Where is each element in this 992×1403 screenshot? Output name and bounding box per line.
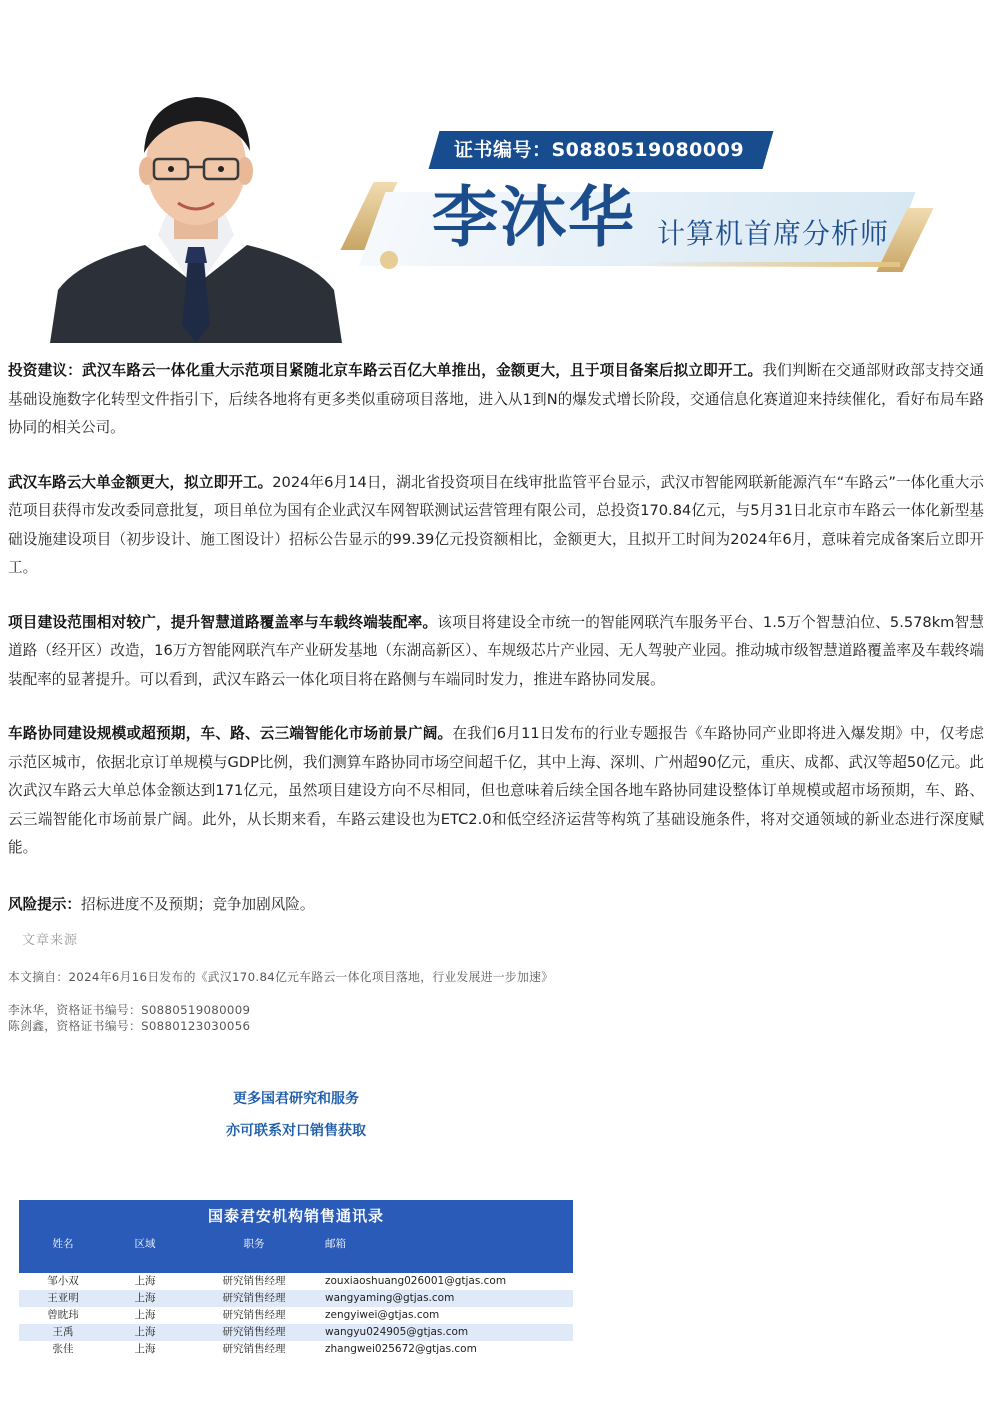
directory-columns: [19, 1236, 573, 1251]
analyst-name: 李沐华: [432, 179, 636, 256]
cell-region: 上海: [134, 1309, 156, 1321]
table-row: [19, 1273, 573, 1290]
sales-directory: [19, 1200, 573, 1355]
paragraph-text: 2024年6月14日，湖北省投资项目在线审批监管平台显示，武汉市智能网联新能源汽车“车路云”一体化重大示范项目获得市发改委同意批复，项目单位为国有企业武汉车网智联测试运营管理有限公司，总投资170.84亿元，与5月31日北京市车路云一体化新型基础设施建设项目（初步设计、施工图设计）招标公告显示的99.39亿元投资额相比，金额更大，且拟开工时间为2024年6月，意味着完成备案后立即开工。: [8, 473, 984, 576]
paragraph-lead: 投资建议：武汉车路云一体化重大示范项目紧随北京车路云百亿大单推出，金额更大，且于项目备案后拟立即开工。: [8, 362, 763, 379]
contact-line-2: 亦可联系对口销售获取: [226, 1123, 366, 1139]
cell-role: 研究销售经理: [222, 1343, 286, 1355]
cell-region: 上海: [134, 1275, 156, 1287]
cell-role: 研究销售经理: [222, 1326, 286, 1338]
source-author-2: 陈剑鑫，资格证书编号：S0880123030056: [8, 1019, 251, 1033]
cell-region: 上海: [134, 1326, 156, 1338]
source-author-1: 李沐华，资格证书编号：S0880519080009: [8, 1003, 251, 1017]
risk-warning: [8, 891, 984, 920]
cell-region: 上海: [134, 1292, 156, 1304]
paragraph-lead: 车路协同建设规模或超预期，车、路、云三端智能化市场前景广阔。: [8, 725, 453, 742]
paragraph-project-scope: [8, 609, 984, 695]
cell-name: 邹小双: [47, 1275, 79, 1287]
analyst-banner: [0, 0, 992, 345]
paragraph-investment-advice: [8, 357, 984, 443]
cell-email[interactable]: zhangwei025672@gtjas.com: [325, 1343, 477, 1355]
cell-name: 曾眈玮: [47, 1309, 79, 1321]
paragraph-wuhan-order: [8, 469, 984, 583]
cell-role: 研究销售经理: [222, 1275, 286, 1287]
cell-region: 上海: [134, 1343, 156, 1355]
column-header: 职务: [243, 1238, 265, 1250]
article-body: [8, 357, 984, 919]
table-row: [19, 1290, 573, 1307]
cell-email[interactable]: zouxiaoshuang026001@gtjas.com: [325, 1275, 507, 1287]
risk-lead: 风险提示：: [8, 895, 81, 913]
gold-dot: [380, 251, 398, 269]
directory-title: 国泰君安机构销售通讯录: [207, 1207, 384, 1225]
cell-email[interactable]: wangyaming@gtjas.com: [325, 1292, 455, 1304]
cell-name: 王亚明: [47, 1292, 79, 1304]
column-header: 邮箱: [325, 1238, 346, 1250]
directory-header: [19, 1200, 573, 1273]
cell-name: 王禹: [52, 1326, 74, 1338]
cell-name: 张佳: [52, 1343, 74, 1355]
analyst-portrait: [50, 85, 342, 343]
paragraph-lead: 武汉车路云大单金额更大，拟立即开工。: [8, 473, 273, 491]
source-excerpt: 本文摘自：2024年6月16日发布的《武汉170.84亿元车路云一体化项目落地，行业发展进一步加速》: [8, 970, 554, 984]
contact-line-1: 更多国君研究和服务: [233, 1091, 359, 1107]
risk-text: 招标进度不及预期；竞争加剧风险。: [80, 895, 315, 913]
cell-role: 研究销售经理: [222, 1309, 286, 1321]
cell-role: 研究销售经理: [222, 1292, 286, 1304]
table-row: [19, 1341, 573, 1358]
paragraph-text: 我们判断在交通部财政部支持交通基础设施数字化转型文件指引下，后续各地将有更多类似重磅项目落地，进入从1到N的爆发式增长阶段，交通信息化赛道迎来持续催化，看好布局车路协同的相关公司。: [8, 362, 984, 436]
cell-email[interactable]: zengyiwei@gtjas.com: [325, 1309, 440, 1321]
paragraph-text: 该项目将建设全市统一的智能网联汽车服务平台、1.5万个智慧泊位、5.578km智慧道路（经开区）改造，16万方智能网联汽车产业研发基地（东湖高新区）、车规级芯片产业园、无人驾驶产业园。推动城市级智慧道路覆盖率及车载终端装配率的显著提升。可以看到，武汉车路云一体化项目将在路侧与车端同时发力，推进车路协同发展。: [8, 613, 984, 688]
gold-underline: [640, 262, 900, 267]
analyst-title: 计算机首席分析师: [657, 217, 890, 250]
column-header: 姓名: [52, 1238, 74, 1250]
table-row: [19, 1324, 573, 1341]
source-heading: 文章来源: [22, 933, 79, 948]
paragraph-text: 在我们6月11日发布的行业专题报告《车路协同产业即将进入爆发期》中，仅考虑示范区城市，依据北京订单规模与GDP比例，我们测算车路协同市场空间超千亿，其中上海、深圳、广州超90亿元，重庆、成都、武汉等超50亿元。此次武汉车路云大单总体金额达到171亿元，虽然项目建设方向不尽相同，但也意味着后续全国各地车路协同建设整体订单规模或超市场预期，车、路、云三端智能化市场前景广阔。此外，从长期来看，车路云建设也为ETC2.0和低空经济运营等构筑了基础设施条件，将对交通领域的新业态进行深度赋能。: [8, 725, 984, 856]
cert-number: 证书编号：S0880519080009: [454, 139, 745, 161]
paragraph-lead: 项目建设范围相对较广，提升智慧道路覆盖率与车载终端装配率。: [8, 613, 438, 631]
column-header: 区域: [134, 1238, 156, 1250]
cell-email[interactable]: wangyu024905@gtjas.com: [325, 1326, 469, 1338]
table-row: [19, 1307, 573, 1324]
paragraph-market-outlook: [8, 720, 984, 863]
